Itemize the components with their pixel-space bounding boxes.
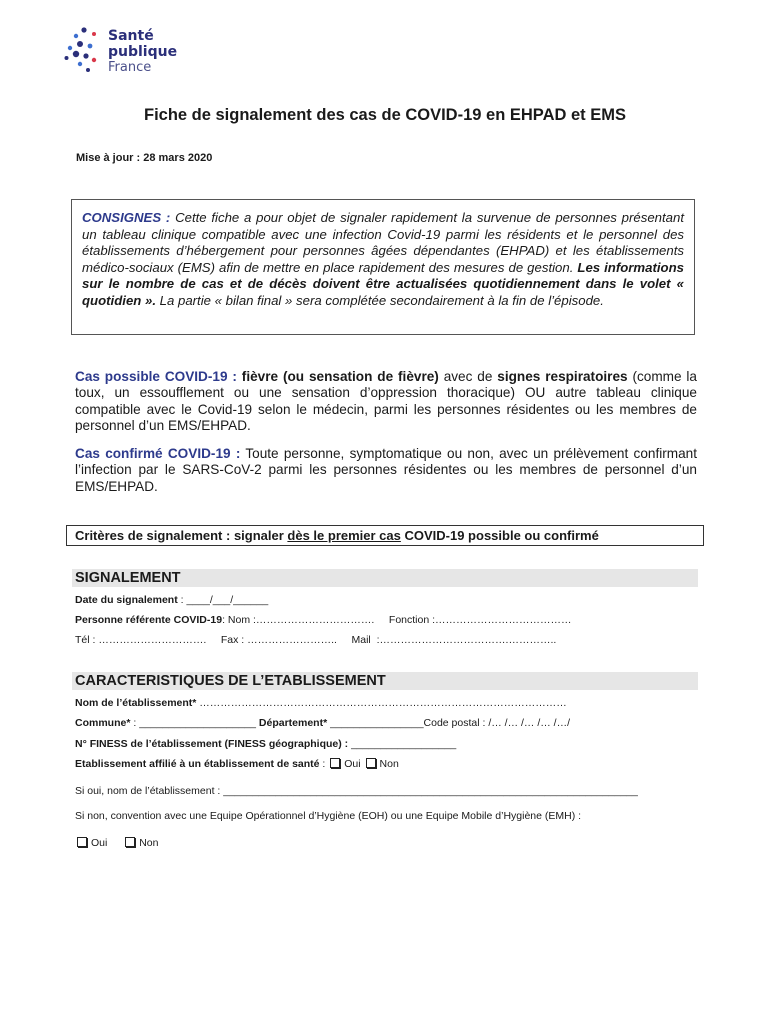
etablissement-heading: CARACTERISTIQUES DE L’ETABLISSEMENT — [72, 672, 698, 690]
date-signalement-label: Date du signalement — [75, 594, 178, 606]
cas-confirme-text: Toute personne, symptomatique ou non, avec un prélèvement confirmant l’infection par le SARS-CoV-2 parmi les personnes résidentes ou les membres de personnel d’un EMS/EHPAD. — [75, 446, 697, 494]
finess-label: N° FINESS de l’établissement (FINESS géographique) : — [75, 738, 349, 750]
referent-fields[interactable]: : Nom :……………………………. Fonction :………………………………… — [222, 614, 572, 626]
consignes-label: CONSIGNES : — [82, 210, 171, 225]
finess-line — [75, 738, 456, 750]
si-non-line: Si non, convention avec une Equipe Opérationnel d’Hygiène (EOH) ou une Equipe Mobile d’Hygiène (EMH) : — [75, 810, 582, 822]
convention-non-label: Non — [139, 837, 159, 849]
commune-label: Commune* — [75, 717, 131, 729]
nom-etablissement-line — [75, 697, 567, 709]
si-oui-line[interactable]: Si oui, nom de l’établissement : _______________________________________________________________________ — [75, 785, 638, 797]
affilie-line — [75, 758, 399, 770]
affilie-sep: : — [319, 758, 326, 770]
logo-text — [108, 28, 177, 76]
cas-confirme-paragraph — [75, 446, 697, 495]
logo-line-2: publique — [108, 44, 178, 60]
signalement-heading: SIGNALEMENT — [72, 569, 698, 587]
convention-choice-line — [75, 837, 158, 849]
logo-dots-icon — [64, 24, 104, 80]
finess-field[interactable]: __________________ — [348, 738, 457, 750]
date-signalement-line — [75, 594, 268, 606]
convention-non-checkbox[interactable] — [125, 837, 135, 847]
sante-publique-logo — [64, 24, 194, 84]
departement-codepostal-field[interactable]: ________________Code postal : /… /… /… /… /…/ — [327, 717, 570, 729]
consignes-text-1: Cette fiche a pour objet de signaler rapidement la survenue de personnes présentant un tableau clinique compatible avec une infection Covid-19 parmi les résidents et le personnel des établissements d’hébergement pour personnes âgées dépendantes (EHPAD) et les établissements médico-sociaux (EMS) afin de mettre en place rapidement des mesures de gestion. — [82, 210, 684, 275]
cas-possible-text-1: avec de — [438, 369, 498, 384]
logo-line-1: Santé — [108, 28, 154, 44]
affilie-oui-label: Oui — [344, 758, 361, 770]
contact-line[interactable]: Tél : …………………………. Fax : …………………….. Mail :……………………………….………….. — [75, 634, 557, 646]
commune-line — [75, 717, 570, 729]
nom-etablissement-field[interactable]: …………………………………………………………………………………………… — [196, 697, 567, 709]
commune-field[interactable]: : ____________________ — [130, 717, 259, 729]
cas-possible-bold-1: fièvre (ou sensation de fièvre) — [236, 369, 439, 384]
consignes-text-2: Les informations sur le nombre de cas et de décès doivent être actualisées quotidiennement dans le volet « quotidien ». — [82, 259, 684, 308]
affilie-oui-checkbox[interactable] — [330, 758, 340, 768]
affilie-label: Etablissement affilié à un établissement de santé — [75, 758, 320, 770]
convention-oui-checkbox[interactable] — [77, 837, 87, 847]
cas-confirme-label: Cas confirmé COVID-19 : — [75, 446, 241, 461]
convention-oui-label: Oui — [91, 837, 108, 849]
cas-possible-label: Cas possible COVID-19 : — [75, 369, 237, 384]
criteria-part-1: Critères de signalement : signaler — [75, 528, 288, 543]
criteria-underlined: dès le premier cas — [287, 528, 401, 543]
cas-possible-paragraph — [75, 369, 697, 435]
consignes-text-3: La partie « bilan final » sera complétée secondairement à la fin de l’épisode. — [156, 292, 604, 308]
consignes-box — [71, 199, 695, 335]
criteria-box — [66, 525, 704, 546]
affilie-non-label: Non — [379, 758, 399, 770]
date-signalement-field[interactable]: : ____/___/______ — [177, 594, 269, 606]
nom-etablissement-label: Nom de l’établissement* — [75, 697, 197, 709]
affilie-non-checkbox[interactable] — [366, 758, 376, 768]
logo-line-3: France — [108, 60, 152, 75]
document-title: Fiche de signalement des cas de COVID-19 en EHPAD et EMS — [143, 106, 626, 124]
criteria-part-2: COVID-19 possible ou confirmé — [400, 528, 599, 543]
cas-possible-bold-2: signes respiratoires — [497, 369, 628, 384]
referent-line — [75, 614, 572, 626]
referent-label: Personne référente COVID-19 — [75, 614, 223, 626]
update-date: Mise à jour : 28 mars 2020 — [76, 152, 213, 164]
cas-possible-text-2: (comme la toux, un essoufflement ou une sensation d’oppression thoracique) OU autre tableau clinique compatible avec le Covid-19 selon le médecin, parmi les personnes résidentes ou les membres de personnel d’un EMS/EHPAD. — [75, 369, 697, 434]
departement-label: Département* — [258, 717, 328, 729]
